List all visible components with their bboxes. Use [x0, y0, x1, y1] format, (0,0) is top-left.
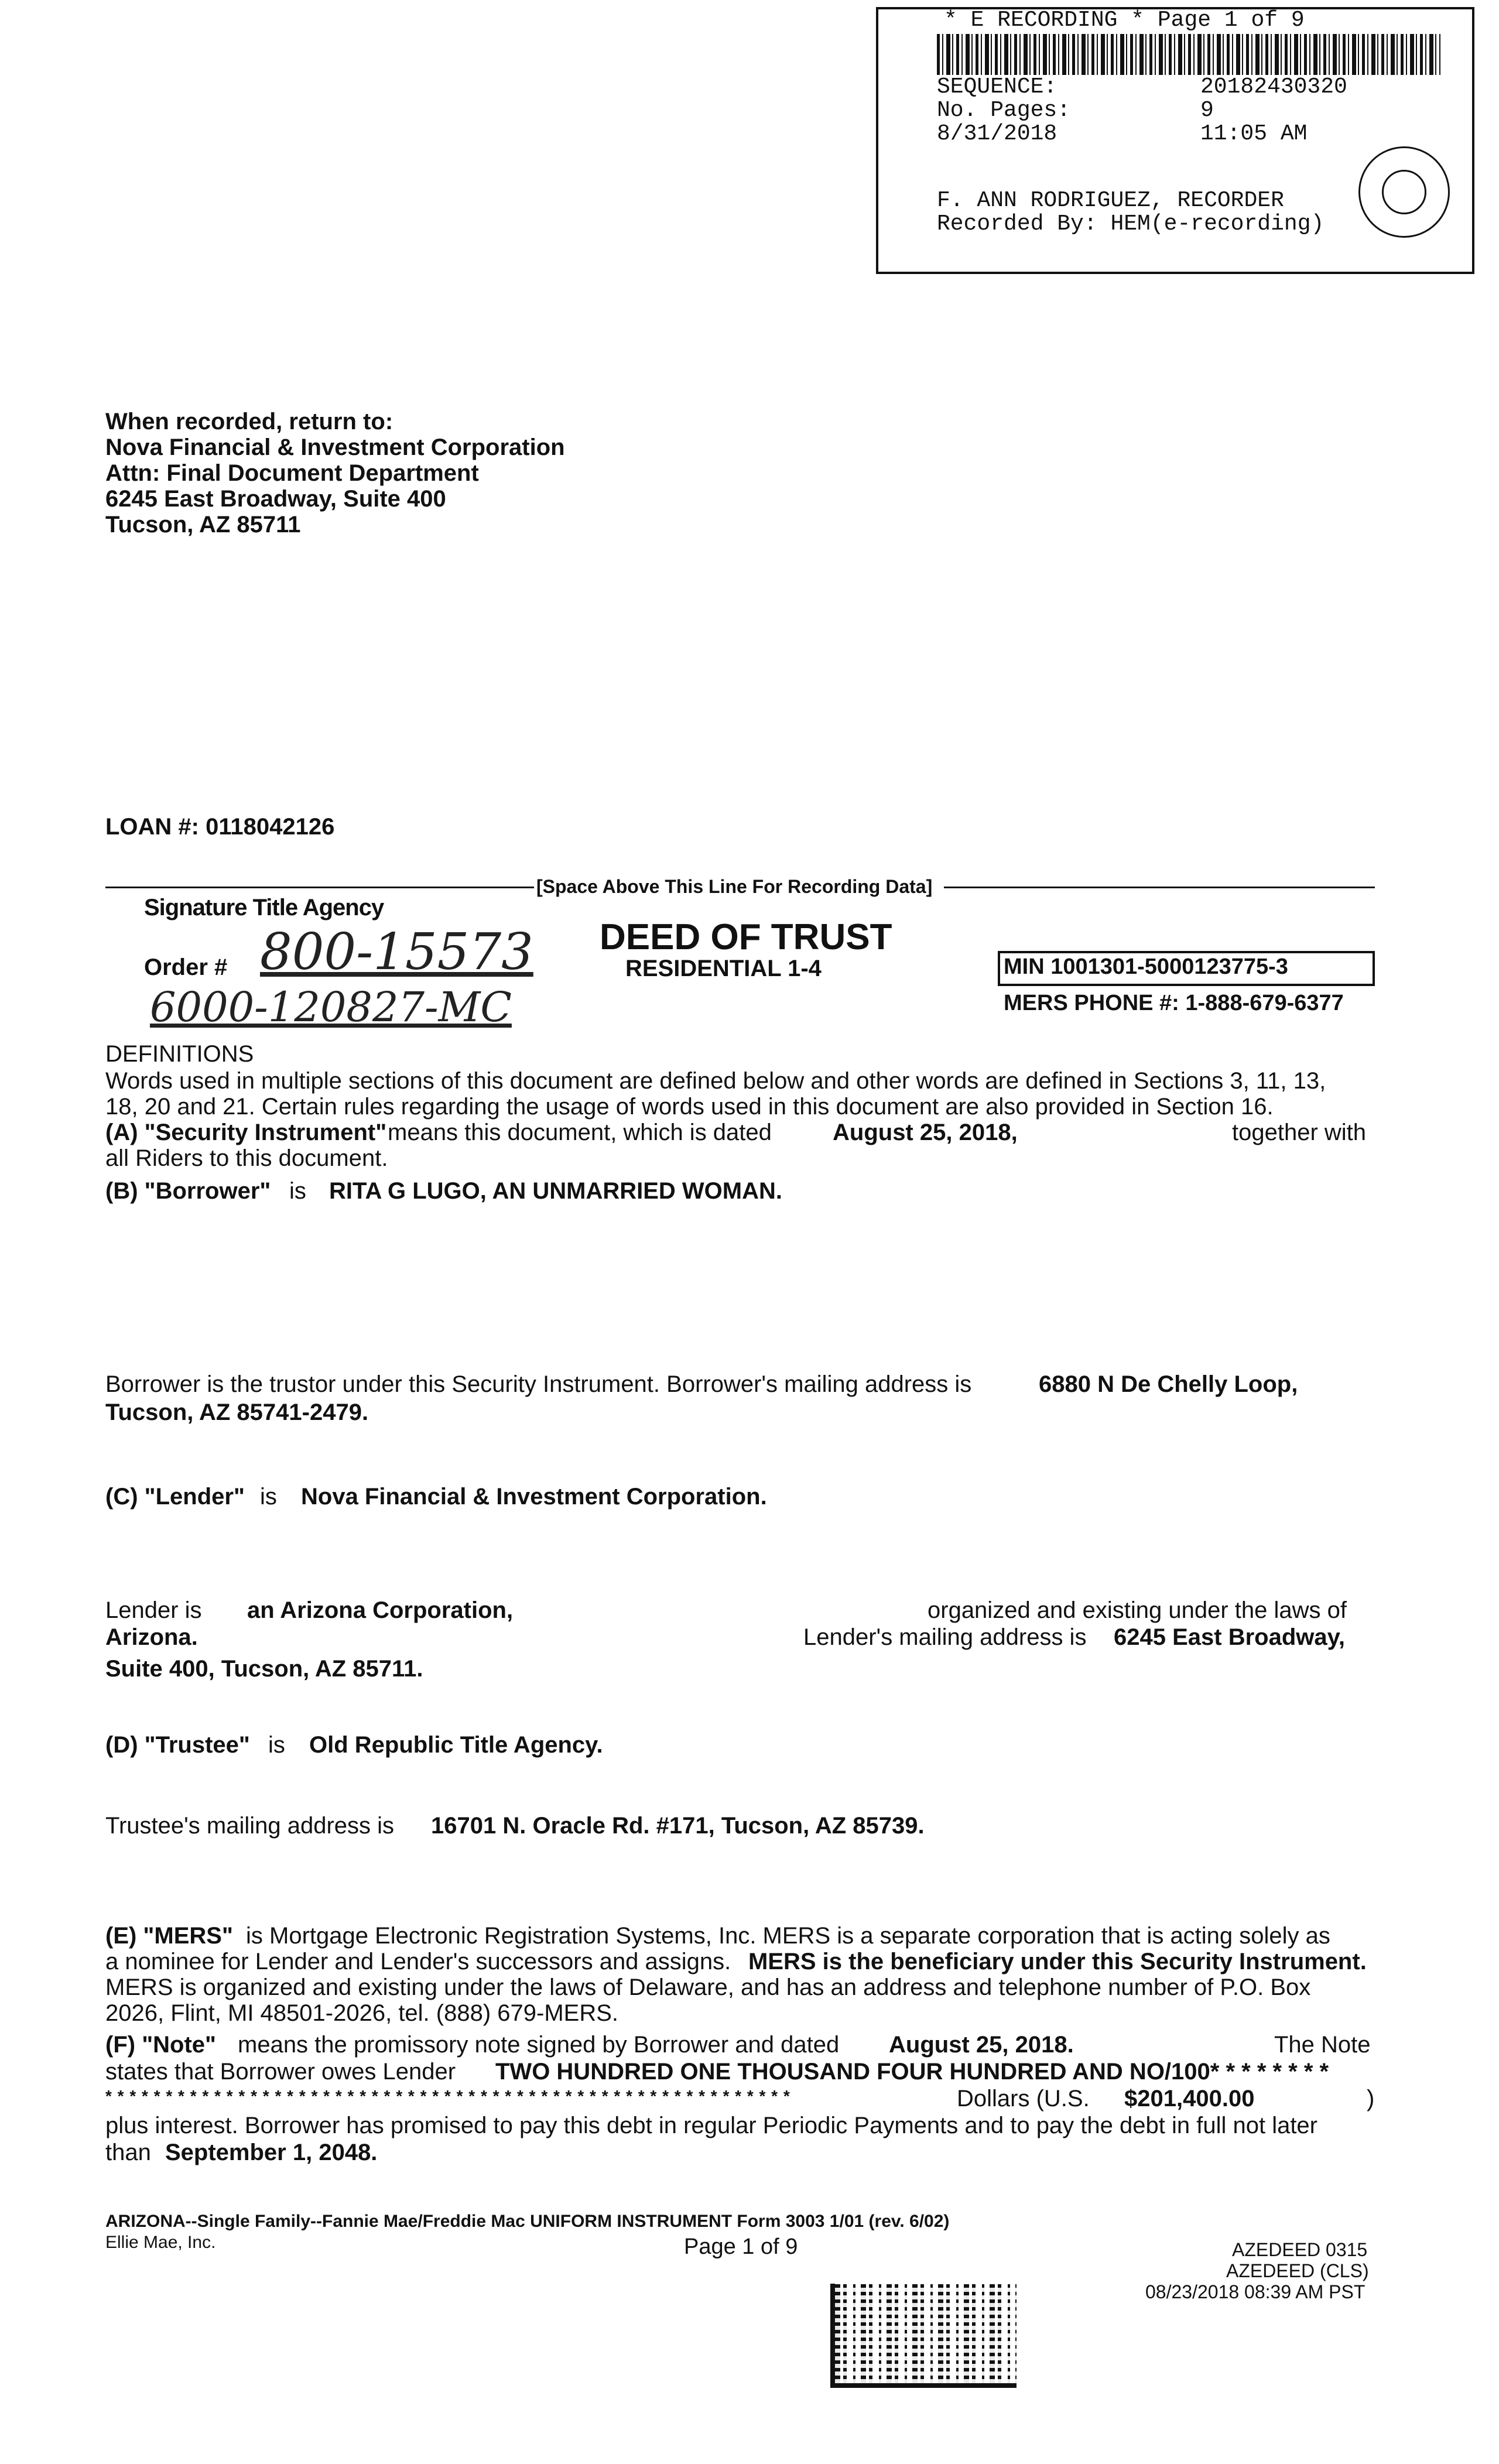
lender-laws-text: organized and existing under the laws of	[928, 1597, 1347, 1623]
return-to-label: When recorded, return to:	[105, 409, 393, 434]
trustee-mailing-label: Trustee's mailing address is	[105, 1813, 395, 1839]
dollars-label: Dollars (U.S.	[957, 2086, 1090, 2111]
mers-phone: MERS PHONE #: 1-888-679-6377	[1004, 991, 1344, 1015]
recording-barcode	[937, 34, 1440, 75]
borrower-trustor-line: Borrower is the trustor under this Security Instrument. Borrower's mailing address is	[105, 1371, 972, 1397]
recorded-by: Recorded By: HEM(e-recording)	[937, 211, 1325, 237]
definition-e-label: (E) "MERS"	[105, 1923, 233, 1949]
order-label: Order #	[144, 954, 228, 980]
min-number: MIN 1001301-5000123775-3	[1004, 954, 1288, 979]
county-recorder-seal-inner	[1382, 170, 1426, 214]
definition-d-label: (D) "Trustee"	[105, 1732, 250, 1758]
maturity-date: September 1, 2048.	[165, 2140, 378, 2165]
footer-code1: AZEDEED 0315	[1232, 2239, 1368, 2260]
borrower-address-line1: 6880 N De Chelly Loop,	[1039, 1371, 1298, 1397]
footer-2d-barcode	[830, 2284, 1017, 2388]
return-to-line2: Attn: Final Document Department	[105, 460, 479, 486]
space-line-right	[944, 887, 1375, 888]
recorder-name: F. ANN RODRIGUEZ, RECORDER	[937, 188, 1284, 213]
definitions-intro-line2: 18, 20 and 21. Certain rules regarding the usage of words used in this document are also provided in Section 16.	[105, 1094, 1274, 1120]
definition-f-line4: plus interest. Borrower has promised to pay this debt in regular Periodic Payments and to pay the debt in full not later	[105, 2113, 1317, 2138]
definition-e-line4: 2026, Flint, MI 48501-2026, tel. (888) 679-MERS.	[105, 2000, 619, 2026]
document-title: DEED OF TRUST	[600, 917, 892, 957]
return-to-line4: Tucson, AZ 85711	[105, 512, 301, 538]
footer-printed-timestamp: 08/23/2018 08:39 AM PST	[1145, 2281, 1365, 2302]
note-date: August 25, 2018.	[889, 2032, 1074, 2058]
definition-f-text: means the promissory note signed by Borrower and dated	[238, 2032, 840, 2058]
footer-form-name: ARIZONA--Single Family--Fannie Mae/Freddie Mac UNIFORM INSTRUMENT Form 3003 1/01 (rev. 6/02)	[105, 2212, 950, 2231]
footer-code2: AZEDEED (CLS)	[1226, 2260, 1369, 2281]
recording-time: 11:05 AM	[1200, 121, 1308, 146]
handwritten-file-number: 6000-120827-MC	[150, 983, 512, 1031]
lender-address-line1: 6245 East Broadway,	[1114, 1624, 1346, 1650]
sequence-label: SEQUENCE:	[937, 74, 1057, 100]
definition-b-label: (B) "Borrower"	[105, 1178, 271, 1204]
recording-date: 8/31/2018	[937, 121, 1057, 146]
definition-c-text: is	[260, 1484, 277, 1510]
lender-address-line2: Suite 400, Tucson, AZ 85711.	[105, 1656, 423, 1682]
definition-d-text: is	[268, 1732, 285, 1758]
dollars-close: )	[1367, 2086, 1375, 2111]
definition-a-label: (A) "Security Instrument"	[105, 1120, 387, 1145]
definition-e-line1: is Mortgage Electronic Registration Systems, Inc. MERS is a separate corporation that is acting solely as	[246, 1923, 1330, 1949]
borrower-name: RITA G LUGO, AN UNMARRIED WOMAN.	[329, 1178, 783, 1204]
note-amount: $201,400.00	[1124, 2086, 1255, 2111]
pages-value: 9	[1200, 98, 1214, 123]
handwritten-order-number: 800-15573	[260, 923, 533, 981]
definition-a-line2: all Riders to this document.	[105, 1145, 388, 1171]
recording-header: * E RECORDING * Page 1 of 9	[944, 8, 1305, 33]
sequence-value: 20182430320	[1200, 74, 1347, 100]
definition-e-line2b: MERS is the beneficiary under this Security Instrument.	[748, 1949, 1367, 1974]
definition-a-tail: together with	[1232, 1120, 1367, 1145]
lender-mailing-label: Lender's mailing address is	[803, 1624, 1087, 1650]
definition-c-label: (C) "Lender"	[105, 1484, 245, 1510]
loan-number: LOAN #: 0118042126	[105, 814, 335, 840]
lender-state: Arizona.	[105, 1624, 198, 1650]
footer-page-number: Page 1 of 9	[684, 2234, 798, 2259]
definition-f-tail: The Note	[1274, 2032, 1371, 2058]
definition-f-than: than	[105, 2140, 151, 2165]
amount-filler-stars: * * * * * * * * * * * * * * * * * * * * * * * * * * * * * * * * * * * * * * * * * * * * * * * * * * * * * * * * *	[105, 2087, 790, 2105]
trustee-address: 16701 N. Oracle Rd. #171, Tucson, AZ 85739.	[431, 1813, 925, 1839]
lender-name: Nova Financial & Investment Corporation.	[301, 1484, 767, 1510]
definition-e-line3: MERS is organized and existing under the laws of Delaware, and has an address and telephone number of P.O. Box	[105, 1974, 1311, 2000]
definition-a-text: means this document, which is dated	[388, 1120, 772, 1145]
space-line-left	[105, 887, 534, 888]
return-to-line3: 6245 East Broadway, Suite 400	[105, 486, 446, 512]
return-to-line1: Nova Financial & Investment Corporation	[105, 434, 565, 460]
definitions-intro-line1: Words used in multiple sections of this document are defined below and other words are defined in Sections 3, 11, 13,	[105, 1068, 1326, 1094]
title-agency-stamp: Signature Title Agency	[144, 895, 384, 920]
security-instrument-date: August 25, 2018,	[833, 1120, 1018, 1145]
lender-is-label: Lender is	[105, 1597, 202, 1623]
footer-vendor: Ellie Mae, Inc.	[105, 2233, 216, 2252]
borrower-address-line2: Tucson, AZ 85741-2479.	[105, 1399, 369, 1425]
note-amount-words: TWO HUNDRED ONE THOUSAND FOUR HUNDRED AND NO/100* * * * * * * *	[495, 2059, 1329, 2085]
trustee-name: Old Republic Title Agency.	[309, 1732, 603, 1758]
definitions-heading: DEFINITIONS	[105, 1041, 254, 1067]
document-subtitle: RESIDENTIAL 1-4	[625, 956, 822, 981]
definition-b-text: is	[289, 1178, 306, 1204]
definition-f-owes: states that Borrower owes Lender	[105, 2059, 456, 2085]
definition-e-line2a: a nominee for Lender and Lender's successors and assigns.	[105, 1949, 731, 1974]
lender-entity-type: an Arizona Corporation,	[247, 1597, 514, 1623]
definition-f-label: (F) "Note"	[105, 2032, 217, 2058]
pages-label: No. Pages:	[937, 98, 1071, 123]
space-above-line: [Space Above This Line For Recording Data]	[536, 876, 933, 897]
